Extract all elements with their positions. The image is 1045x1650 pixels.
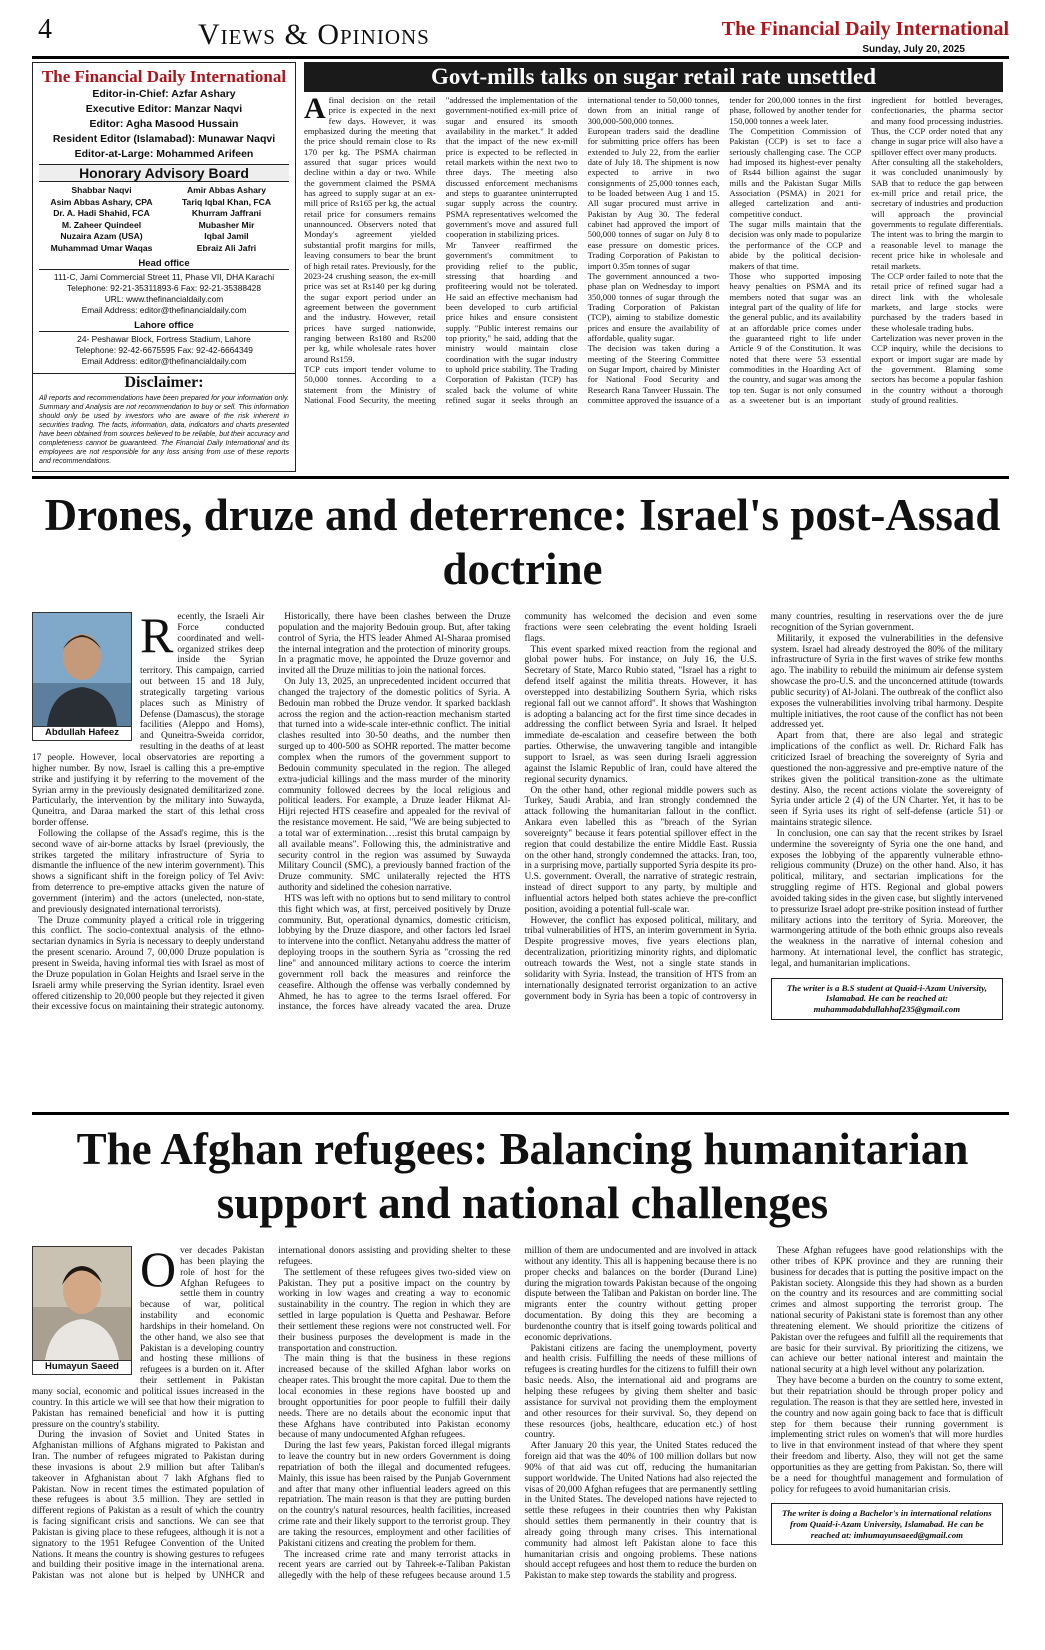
disclaimer-title: Disclaimer: xyxy=(33,373,295,392)
article-paragraph: During the last few years, Pakistan forced illegal migrants to leave the country but in new orders Government is doing repatriation of both the illegal and documented refugees. Mainly, this issue has been raised by the Punjab Government and after that many other influential leaders agreed on this repatriation. The main reason is that they are putting burden on the country's natural resources, health facilities, increased crime rate and their likely support to the terrorist group. They are taking the resources, employment and other facilities of Pakistani citizens and creating the problem for them. xyxy=(278,1441,511,1549)
article-paragraph: This event sparked mixed reaction from the regional and global power hubs. For instance, on July 16, the U.S. Secretary of State, Marco Rubio stated, "Israel has a right to defend itself against the militia threats. However, it has overstepped into destabilizing Southern Syria, which risks regional fall out we cannot afford". It shows that Washington is adopting a balancing act for the first time since decades in addressing the conflict between Syria and Israel. It helped immediate de-escalation and ceasefire between the both parties. Otherwise, the unwavering tangible and intangible support to Israel, as was seen during Israeli aggression against the Islamic Republic of Iran, could have altered the regional security dynamics. xyxy=(524,644,757,785)
author-name: Abdullah Hafeez xyxy=(33,726,131,740)
article-paragraph: The increased crime rate and many terrorist attacks in recent years are carried out by Tahreek-e-Taliban Pakistan allegedly with the help of these refugees because around 1.5 million of them are undocumented and are involved in attack without any identity. This all is happening because there is no proper checks and balances on the border (Durand Line) during the migration towards Pakistan because of the ongoing dispute between the Taliban and Pakistan on border line. The migrants enter the country without getting proper documentation. By doing this they are becoming a burdenonthe country that is itself going towards political and economic deprivations. xyxy=(278,1246,757,1582)
lahore-office-address: 24- Peshawar Block, Fortress Stadium, Lahore Telephone: 92-42-6675595 Fax: 92-42-6664349 Email Address: editor@thefinancialdaily.com xyxy=(75,334,253,366)
article-paragraph: On July 13, 2025, an unprecedented incident occurred that changed the trajectory of the domestic politics of Syria. A Bedouin man robbed the Druze vendor. It sparked backlash across the region and the action-reaction mechanism started that turned into a wide-scale inter-ethnic conflict. The initial clashes resulted into 30-50 deaths, and the number then surged up to 400-500 as SOHR reported. The matter become complex when the rumors of the government support to Bedouin community speculated in the region. The alleged extra-judicial killings and the mass murder of the minority community followed decrees by the local religious and political leaders. For example, a Druze leader Hikmat Al-Hijri rejected HTS ceasefire and appealed for the revival of the resistance movement. He said, "We are being subjected to a total war of extermination….resist this brutal campaign by all available means". Following this, the administrative and security control in the region was assumed by Suwayda Military Council (SMC), a previously banned fraction of the Druze community. SMC unilaterally rejected the HTS authority and sidelined the cohesion narrative. xyxy=(278,677,511,894)
story-paragraph: The Competition Commission of Pakistan (CCP) is set to face a seriously challenging case. The CCP had imposed its highest-ever penalty of Rs44 billion against the sugar mills and the Pakistan Sugar Mills Association (PSMA) in 2021 for alleged cartelization and anti-competitive conduct. xyxy=(729,126,862,219)
story-paragraph: European traders said the deadline for submitting price offers has been extended to July 22, from the earlier date of July 18. The shipment is now expected to arrive in two consignments of 25,000 tonnes each, to be loaded between Aug 1 and 15. All sugar procured must arrive in Pakistan by Aug 30. The federal cabinet had approved the import of 500,000 tonnes of sugar on July 8 to ease pressure on domestic prices. Trading Corporation of Pakistan to import 0.35m tonnes of sugar xyxy=(587,126,720,271)
article-paragraph: HTS was left with no options but to send military to control this fight which was, at first, perceived positively by Druze community. But, operational dynamics, domestic criticism, lobbying by the Druze diaspore, and other factors led Israel to intervene into the conflict. Netanyahu address the matter of deploying troops in the southern Syria as "crossing the red line" and announced military actions to coerce the interim government roll back the measures and reinforce the ceasefire. Although the offense was verbally condemned by Ahmed, he has to agree to the terms Israel offered. For instance, the forces have already vacated the area. Druze community has welcomed the decision and even some fractions were seen celebrating the event holding Israeli flags. xyxy=(278,612,757,1013)
story-paragraph: Cartelization was never proven in the CCP inquiry, while the decisions to export or import sugar are made by the government. Blaming some sectors has become a popular fashion in the country without a thorough study of ground realities. xyxy=(871,332,1003,405)
article-paragraph: The settlement of these refugees gives two-sided view on Pakistan. They put a positive impact on the country by working in low wages and creating a way to economic sustainability in the country. The region in which they are settled in large population is Quetta and Peshawar. Before their settlement these regions were not constructed well. For their business purposes the development is made in the transportation and construction. xyxy=(278,1267,511,1354)
editor-line: Resident Editor (Islamabad): Munawar Naqvi xyxy=(52,133,276,145)
drop-cap: R xyxy=(140,612,174,663)
article-paragraph: On the other hand, other regional middle powers such as Turkey, Saudi Arabia, and Iran strongly condemned the attack following the humanitarian fallout in the conflict. Ankara even labelled this as "breach of the Syrian sovereignty" because it fears potential spillover effect in the region that could destabilize the entire Middle East. Russia on the other hand, strongly condemned the attacks. Iran, too, in a surprising move, partially supported Syria despite its pro-U.S. government. Overall, the narrative of strategic restrain, instead of direct support to any party, by multiple and influential actors helped both states achieve the pre-conflict position, avoiding a potential full-scale war. xyxy=(524,785,757,915)
advisory-board-right: Amir Abbas Ashary Tariq Iqbal Khan, FCA Khurram Jaffrani Mubasher Mir Iqbal Jamil Ebraiz Ali Jafri xyxy=(181,185,272,253)
writer-note: The writer is a B.S student at Quaid-i-Azam University, Islamabad. He can be reached at: muhammadabdullahhaf235@gmail.com xyxy=(771,978,1003,1020)
article-paragraph: They have become a burden on the country to some extent, but their repatriation should be through proper policy and regulation. The reason is that they are settled here, invested in the country and now again going back to face that is difficult step for them because their running government is implementing strict rules on women's that will more hurdles to live in that environment instead of that where they spent their freedom and liberty. Also, they will not get the same opportunities as they are getting from Pakistan. So, there will be a need for thoughtful management and formulation of policy for refugees to avoid humanitarian crisis. xyxy=(770,1376,1003,1495)
advisory-board-left: Shabbar Naqvi Asim Abbas Ashary, CPA Dr. A. Hadi Shahid, FCA M. Zaheer Quindeel Nuzaira Azam (USA) Muhammad Umar Waqas xyxy=(50,185,153,253)
editor-line: Executive Editor: Manzar Naqvi xyxy=(85,103,243,115)
article-paragraph: Apart from that, there are also legal and strategic implications of the conflict as well. Dr. Richard Falk has criticized Israel of breaching the sovereignty of Syria and questioned the non-aggressive and pre-emptive nature of the strikes given the political transition-zone as the ultimate destiny. Also, the recent actions violate the sovereignty of Syria under article 2 (4) of the UN Charter. Yet, it has to be seen if Syria uses its right of self-defense (article 51) or maintains strategic silence. xyxy=(770,731,1003,829)
israel-article-headline: Drones, druze and deterrence: Israel's post-Assad doctrine xyxy=(44,490,1001,594)
article-paragraph: Abdullah Hafeez R ecently, the Israeli Air Force conducted coordinated and well-organized strikes deep inside the Syrian territory. This campaign, carried out between 15 and 18 July, strategically targeting various places such as Ministry of Defense (Damascus), the storage facilities (Aleppo and Homs), and Quneitra-Sweida corridor, resulting in the deaths of at least 17 people. However, local observatories are reporting a higher number. By now, Israel is calling this a pre-emptive strike and justifying it by referring to the movement of the Syrian army in the previously designated demilitarized zone. Particularly, the intervention by the military into Suwayda, Quneitra, and Daraa marked the start of this lethal cross border offense. xyxy=(32,612,265,829)
section-title: Views & Opinions xyxy=(198,18,430,51)
header-rule xyxy=(32,56,1009,59)
afghan-article-headline: The Afghan refugees: Balancing humanitarian support and national challenges xyxy=(76,1124,969,1228)
article-paragraph: Following the collapse of the Assad's regime, this is the second wave of air-borne attacks by Israel (previously, the strikes targeted the military infrastructure of Syria to dismantle the influence of the new interim government). This shows a significant shift in the foreign policy of Tel Aviv: from deterrence to pre-emptive attacks given the nature of government (interim) and the actors (unelected, non-state, and previously designated international terrorists). xyxy=(32,828,265,915)
story-paragraph: Mr Tanveer reaffirmed the government's commitment to providing relief to the public, stressing that hoarding and profiteering would not be tolerated. He said an effective mechanism had been developed to curb artificial price hikes and ensure consistent supply. "Public interest remains our top priority," he said, adding that the ministry would maintain close coordination with the sugar industry to uphold price stability. The Trading Corporation of Pakistan (TCP) has scaled back the volume of white refined sugar it seeks through an international tender to 50,000 tonnes, down from an initial range of 300,000-500,000 tonnes. xyxy=(445,95,720,405)
author-name: Humayun Saeed xyxy=(33,1360,131,1374)
story-paragraph: TCP cuts import tender volume to 50,000 tonnes. According to a statement from the Ministry of National Food Security, the meeting "addressed the implementation of the government-notified ex-mill price of sugar and ensured its smooth availability in the market." It added that the impact of the new ex-mill price is expected to be reflected in retail markets within the next two to three days. The meeting also discussed enforcement mechanisms and steps to guarantee uninterrupted sugar supply across the country. PSMA representatives welcomed the government's move and assured full cooperation in stabilizing prices. xyxy=(304,95,578,405)
editor-line: Editor: Agha Masood Hussain xyxy=(89,118,239,130)
afghan-article-body xyxy=(32,1246,1003,1644)
masthead-paper-name: The Financial Daily International xyxy=(41,67,287,86)
article-paragraph: Militarily, it exposed the vulnerabilities in the defensive system. Israel had already destroyed the 80% of the military infrastructure of Syria in the first waves of strike few months ago. The inability to rebuild the minimum air defense system showcase the pro-U.S. and the unconcerned attitude (towards public security) of Al-Jolani. The outbreak of the conflict also exposes the vulnerabilities involving tribal harmony. Despite multiple initiatives, the root cause of the conflict has not been addressed yet. xyxy=(770,633,1003,731)
editor-line: Editor-at-Large: Mohammed Arifeen xyxy=(74,148,254,160)
article-paragraph: However, the conflict has exposed political, military, and tribal vulnerabilities of HTS, an interim government in Syria. Despite progressive moves, five years elections plan, decentralization, prioritizing minority rights, and diplomatic outreach towards the West, not a single state stands in solidarity with Syria. Instead, the transition of HTS from an internationally designated terrorist organization to an active government body in Syria has been a topic of controversy in many countries, resulting in reservations over the de jure recognition of the Syrian government. xyxy=(524,612,1003,1002)
article-paragraph: After January 20 this year, the United States reduced the foreign aid that was the 40% of 100 million dollars but now 90% of that aid was cut off, reducing the humanitarian support worldwide. The United Nations had also rejected the visas of 20,000 Afghan refugees that are permanently settling in the United States. The developed nations have rejected to settle these refugees in their countries then why Pakistan should settles them permanently in their country that is already going through many crises. This international community had almost left Pakistan alone to face this humanitarian crisis and ongoing problems. These nations should accept refugees and host them to reduce the burden on Pakistan to make step towards the stability and progress. xyxy=(524,1441,757,1582)
lahore-office-title: Lahore office xyxy=(39,320,289,332)
head-office-title: Head office xyxy=(39,258,289,270)
editor-line: Editor-in-Chief: Azfar Ashary xyxy=(92,88,236,100)
author-photo xyxy=(33,613,131,726)
article-paragraph: During the invasion of Soviet and United States in Afghanistan millions of Afghans migrated to Pakistan and Iran. The number of refugees migrated to Pakistan during these invasions is about 2.9 million but after Taliban's takeover in Afghanistan about 7 lakh Afghans fled to Pakistan. Now in recent times the estimated population of these refugees is about 3.5 million. They are settled in different regions of Pakistan as a result of which the country is facing significant crisis and sanctions. We can see that Pakistan is giving place to these refugees, although it is not a signatory to the 1951 Refugee Convention of the United Nations. It means the country is showing gestures to refugees and building their positive image in the international arena. Pakistan was not alone but is helped by UNHCR and international donors assisting and providing shelter to these refugees. xyxy=(32,1246,511,1582)
advisory-board-list xyxy=(39,185,289,254)
author-photo xyxy=(33,1247,131,1360)
sugar-story-headline: Govt-mills talks on sugar retail rate unsettled xyxy=(304,62,1003,92)
article-paragraph: Historically, there have been clashes between the Druze population and the majority Bedouin group. But, after taking control of Syria, the HTS leader Ahmed Al-Sharaa promised the internal integration and the protection of minority groups. In a pragmatic move, he appointed the Druze governor and invited all the Druze militias to join the national forces. xyxy=(278,612,511,677)
author-byline xyxy=(32,612,132,741)
article-paragraph: In conclusion, one can say that the recent strikes by Israel undermine the sovereignty of Syria one the one hand, and exposes the lobbying of the apparently vulnerable ethno-religious community (Druze) on the other hand. Also, it has political, military, and sectarian implications for the struggling regime of HTS. Regional and global powers avoided taking sides in the given case, but slightly intervened to pressurize Israel adopt pre-strike position instead of further military actions into the territory of Syria. Moreover, the warmongering attitude of the both ethnic groups also reveals the weakness in the narrative of internal cohesion and harmony. At international level, the conflict has strategic, legal, and humanitarian implications. xyxy=(770,828,1003,969)
israel-article-body xyxy=(32,612,1003,1106)
disclaimer-text: All reports and recommendations have been prepared for your information only. Summary and Analysis are not recommendation to buy or sell. This information should only be used by investors who are aware of the risk inherent in securities trading. The facts, information, data, indicators and charts presented have been obtained from sources believed to be reliable, but their accuracy and completeness cannot be guaranteed. The Financial Daily International and its employees are not responsible for any loss arising from use of these reports and recommendations. xyxy=(39,394,290,465)
story-paragraph: Afinal decision on the retail price is expected in the next few days. However, it was emphasized during the meeting that the price should remain close to Rs 170 per kg. The PSMA chairman assured that sugar prices would decline within a day or two. While the government claimed the PSMA has agreed to supply sugar at an ex-mill price of Rs165 per kg, the actual retail price for consumers remains unannounced. Observers noted that Monday's agreement yielded substantial profit margins for mills, leaving consumers to bear the brunt of high retail rates. Previously, for the 2023-24 crushing season, the ex-mill price was set at Rs140 per kg during the sugar export period under an agreement between the government and the industry. However, retail prices have surged nationwide, ranging between Rs180 and Rs200 per kg, while wholesale rates hover around Rs159. xyxy=(304,95,436,364)
story-paragraph: The sugar mills maintain that the decision was only made to popularize the performance of the CCP and abide by the political decision-makers of that time. xyxy=(729,219,862,271)
page-number: 4 xyxy=(38,14,52,45)
head-office-address: 111-C, Jami Commercial Street 11, Phase VII, DHA Karachi Telephone: 92-21-35311893-6 Fax: 92-21-35388428 URL: www.thefinancialdaily.com Email Address: editor@thefinancialdaily.com xyxy=(53,272,275,315)
story-paragraph: The government announced a two-phase plan on Wednesday to import 350,000 tonnes of sugar through the Trading Corporation of Pakistan (TCP), aiming to stabilize domestic prices and ensure the availability of affordable, quality sugar. xyxy=(587,270,720,343)
author-byline xyxy=(32,1246,132,1375)
story-paragraph: Those who supported imposing heavy penalties on PSMA and its members noted that sugar was an integral part of the quality of life for the general public, and its availability at an affordable price comes under the guaranteed right to life under Article 9 of the Constitution. It was noted that there were 53 essential commodities in the Hoarding Act of the country, and sugar was among the top ten. Sugar is not only consumed as a sweetener but is an important ingredient for bottled beverages, confectionaries, the pharma sector and many food processing industries. Thus, the CCP order noted that any change in sugar price will also have a spillover effect over many products. xyxy=(729,95,1003,405)
section-divider xyxy=(32,476,1009,479)
writer-note: The writer is doing a Bachelor's in international relations from Quaid-i-Azam University, Islamabad. He can be reached at: imhumayunsaeed@gmail.com xyxy=(771,1503,1003,1545)
article-paragraph: These Afghan refugees have good relationships with the other tribes of KPK province and they are running their business for decades that is putting the positive impact on the Pakistan society. Alongside this they had shown as a burden on the country and its resources and are committing social crimes and almost supporting the terrorist group. The national security of Pakistani state is foremost than any other threatening element. We should prioritize the citizens of Pakistan over the refugees and fulfill all the requirements that are basic for their survival. By prioritizing the citizens, we can achieve our better national interest and maintain the national security at a high level without any polarization. xyxy=(770,1246,1003,1376)
article-paragraph: Humayun Saeed O ver decades Pakistan has been playing the role of host for the Afghan Refugees to settle them in country because of war, political instability and economic hardships in their homeland. On the other hand, we also see that Pakistan is a developing country and hosting these millions of refugees is a burden on it. After their settlement in Pakistan many social, economic and political issues increased in the country. In this article we will see that how their migration to Pakistan has remained beneficial and how it is putting pressure on the country's stability. xyxy=(32,1246,265,1430)
story-paragraph: After consulting all the stakeholders, it was concluded unanimously by SAB that to reduce the gap between ex-mill price and retail price, the secretary of industries and production will approach the provincial governments to regulate differentials. The intent was to bring the margin to a reasonable level to manage the recent price hike in wholesale and retail markets. xyxy=(871,157,1003,271)
article-paragraph: Pakistani citizens are facing the unemployment, poverty and health crisis. Fulfilling the needs of these millions of refugees is creating hurdles for the citizens to fulfill their own basic needs. Also, the international aid and programs are helping these refugees by giving them shelter and basic assistance for survival not providing them the employment and other resources for their survival. So, they depend on these resources (jobs, healthcare, education etc.) of host country. xyxy=(524,1343,757,1441)
sugar-story-body xyxy=(304,95,1003,472)
story-paragraph: The CCP order failed to note that the retail price of refined sugar had a direct link with the wholesale markets, and large stocks were purchased by the traders based in these wholesale trading hubs. xyxy=(871,270,1003,333)
article-paragraph: The Druze community played a critical role in triggering this conflict. The socio-contextual analysis of the ethno-sectarian dynamics in Syria is necessary to deeply understand the present scenario. Around 7, 00,000 Druze population is present in Sweida, having informal ties with Israel as most of the Druze population in Golan Heights and Israel serve in the Israeli army while preserving the Syrian identity. Israel even offered citizenship to 20,000 people but they rejected it given their excessive focus on maintaining their strategic autonomy. xyxy=(32,915,265,1013)
issue-date: Sunday, July 20, 2025 xyxy=(862,44,965,55)
drop-cap: O xyxy=(140,1246,177,1297)
masthead-box xyxy=(32,62,296,472)
drop-cap: A xyxy=(304,95,326,125)
story-paragraph: The decision was taken during a meeting of the Steering Committee on Sugar Import, chaired by Minister for National Food Security and Research Rana Tanveer Hussain. The committee approved the issuance of a tender for 200,000 tonnes in the first phase, followed by another tender for 150,000 tonnes a week later. xyxy=(587,95,862,405)
article-paragraph: The main thing is that the business in these regions increased because of the skilled Afghan labor works on cheaper rates. This brought the more capital. Due to them the local economies in these regions have boosted up and brought opportunities for poor people to fulfill their daily needs. There are no details about the economic input that these Afghans have contributed into Pakistan economy because of many undocumented Afghan refugees. xyxy=(278,1354,511,1441)
section-divider xyxy=(32,1112,1009,1115)
advisory-board-title: Honorary Advisory Board xyxy=(39,164,289,182)
paper-name: The Financial Daily International xyxy=(721,18,1009,40)
